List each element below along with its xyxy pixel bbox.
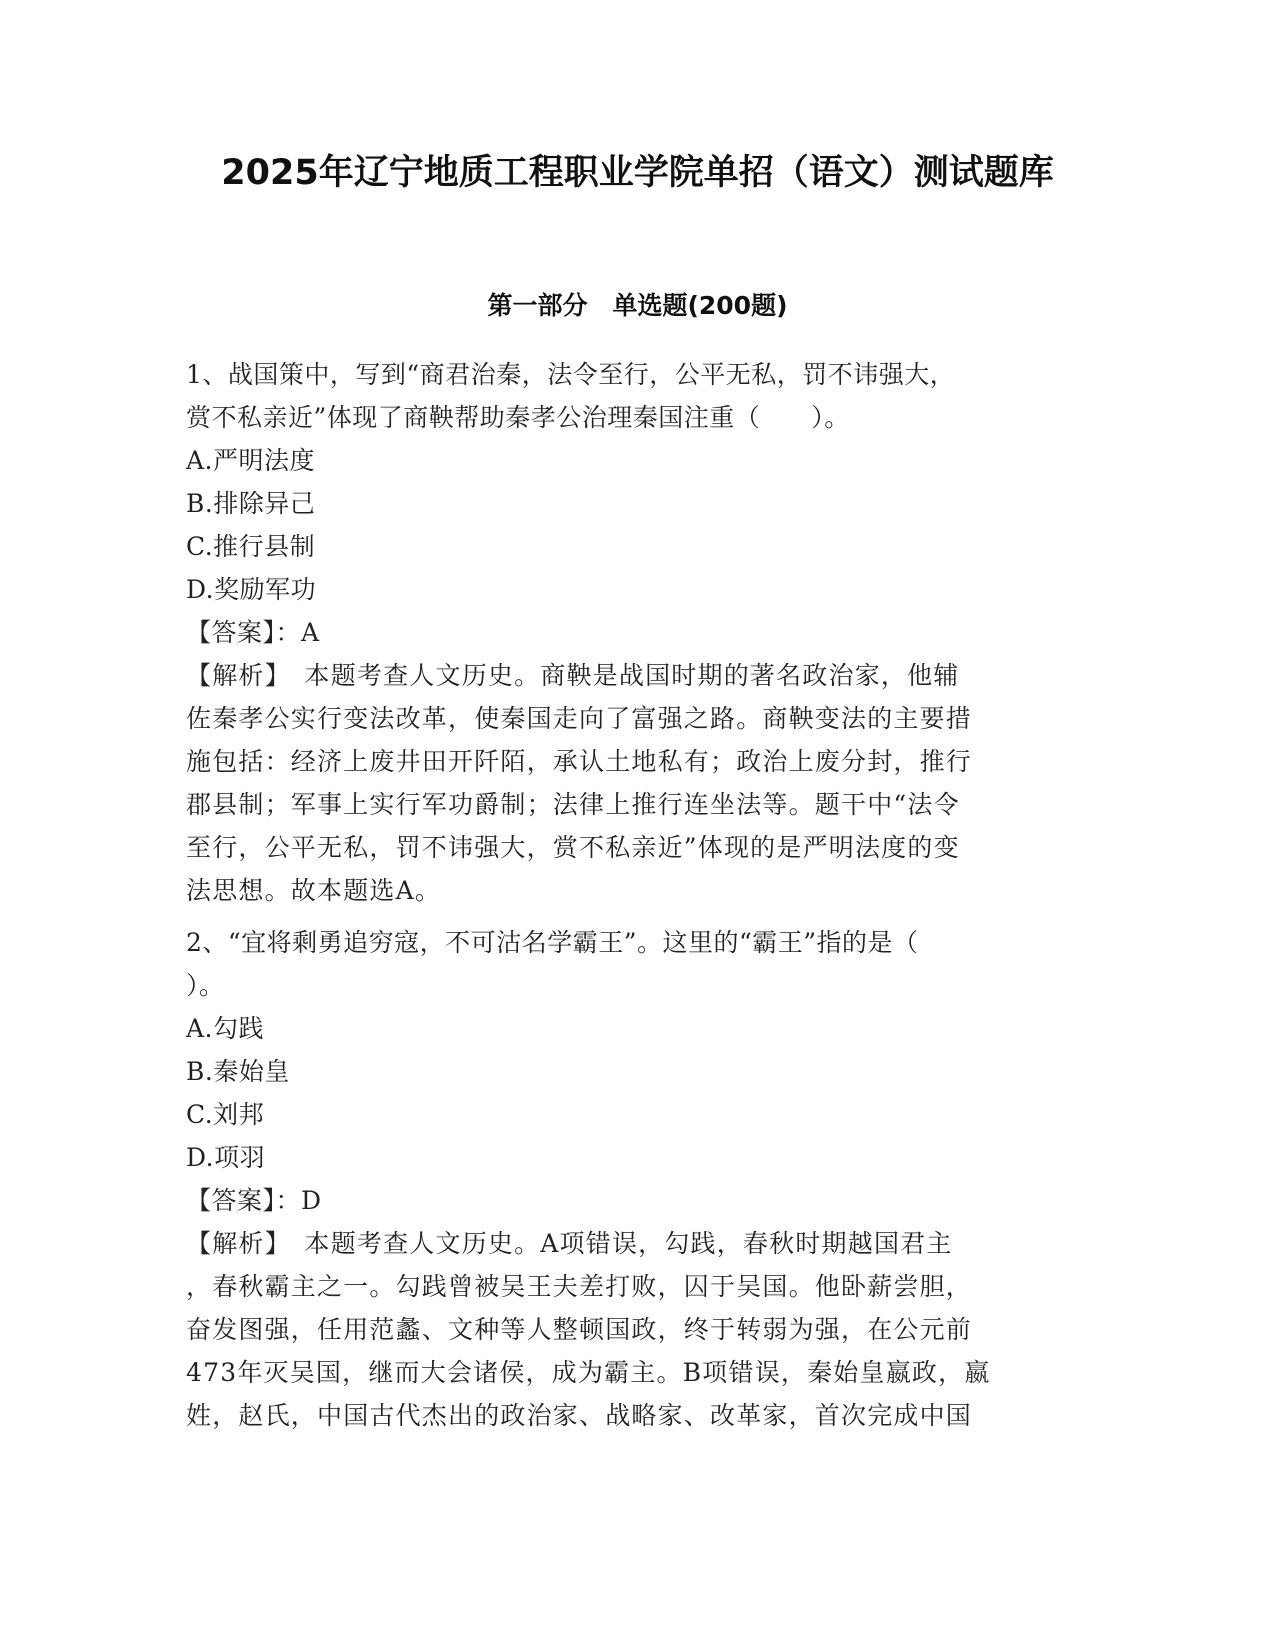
analysis-line: 奋发图强，任用范蠡、文种等人整顿国政，终于转弱为强，在公元前 (186, 1315, 973, 1344)
stem-line: 赏不私亲近”体现了商鞅帮助秦孝公治理秦国注重（ ）。 (186, 403, 850, 432)
analysis-line: 法思想。故本题选A。 (186, 876, 442, 905)
stem-line: 1、战国策中，写到“商君治秦，法令至行，公平无私，罚不讳强大， (186, 360, 956, 389)
document-title: 2025年辽宁地质工程职业学院单招（语文）测试题库 (221, 153, 1054, 193)
option-c: C.推行县制 (186, 532, 316, 561)
option-list (186, 439, 1076, 611)
analysis-line: 至行，公平无私，罚不讳强大，赏不私亲近”体现的是严明法度的变 (186, 833, 960, 862)
analysis-line: 郡县制；军事上实行军功爵制；法律上推行连坐法等。题干中“法令 (186, 790, 960, 819)
analysis-line: 473年灭吴国，继而大会诸侯，成为霸主。B项错误，秦始皇嬴政，嬴 (186, 1358, 991, 1387)
question-list (186, 353, 1076, 1446)
stem-line: 2、“宜将剩勇追穷寇，不可沽名学霸王”。这里的“霸王”指的是（ (186, 928, 919, 957)
analysis-line: 姓，赵氏，中国古代杰出的政治家、战略家、改革家，首次完成中国 (186, 1401, 973, 1430)
option-d: D.项羽 (186, 1143, 266, 1172)
option-c: C.刘邦 (186, 1100, 265, 1129)
analysis-line: 【解析】 本题考查人文历史。商鞅是战国时期的著名政治家，他辅 (186, 661, 960, 690)
analysis-line: 佐秦孝公实行变法改革，使秦国走向了富强之路。商鞅变法的主要措 (186, 704, 973, 733)
option-a: A.严明法度 (186, 446, 316, 475)
option-b: B.秦始皇 (186, 1057, 290, 1086)
answer-line: 【答案】：D (186, 1186, 322, 1215)
analysis-line: 施包括：经济上废井田开阡陌，承认土地私有；政治上废分封，推行 (186, 747, 973, 776)
option-list (186, 1007, 1076, 1179)
analysis-block (186, 654, 1076, 912)
question-2 (186, 921, 1076, 1437)
question-stem (186, 353, 1076, 439)
section-heading: 第一部分 单选题(200题) (487, 291, 788, 320)
option-d: D.奖励军功 (186, 575, 317, 604)
question-1 (186, 353, 1076, 912)
analysis-line: ，春秋霸主之一。勾践曾被吴王夫差打败，囚于吴国。他卧薪尝胆， (186, 1272, 973, 1301)
question-stem (186, 921, 1076, 1007)
option-a: A.勾践 (186, 1014, 265, 1043)
analysis-line: 【解析】 本题考查人文历史。A项错误，勾践，春秋时期越国君主 (186, 1229, 953, 1258)
stem-line: ）。 (186, 971, 225, 1000)
option-b: B.排除异己 (186, 489, 316, 518)
analysis-block (186, 1222, 1076, 1437)
answer-line: 【答案】：A (186, 618, 320, 647)
